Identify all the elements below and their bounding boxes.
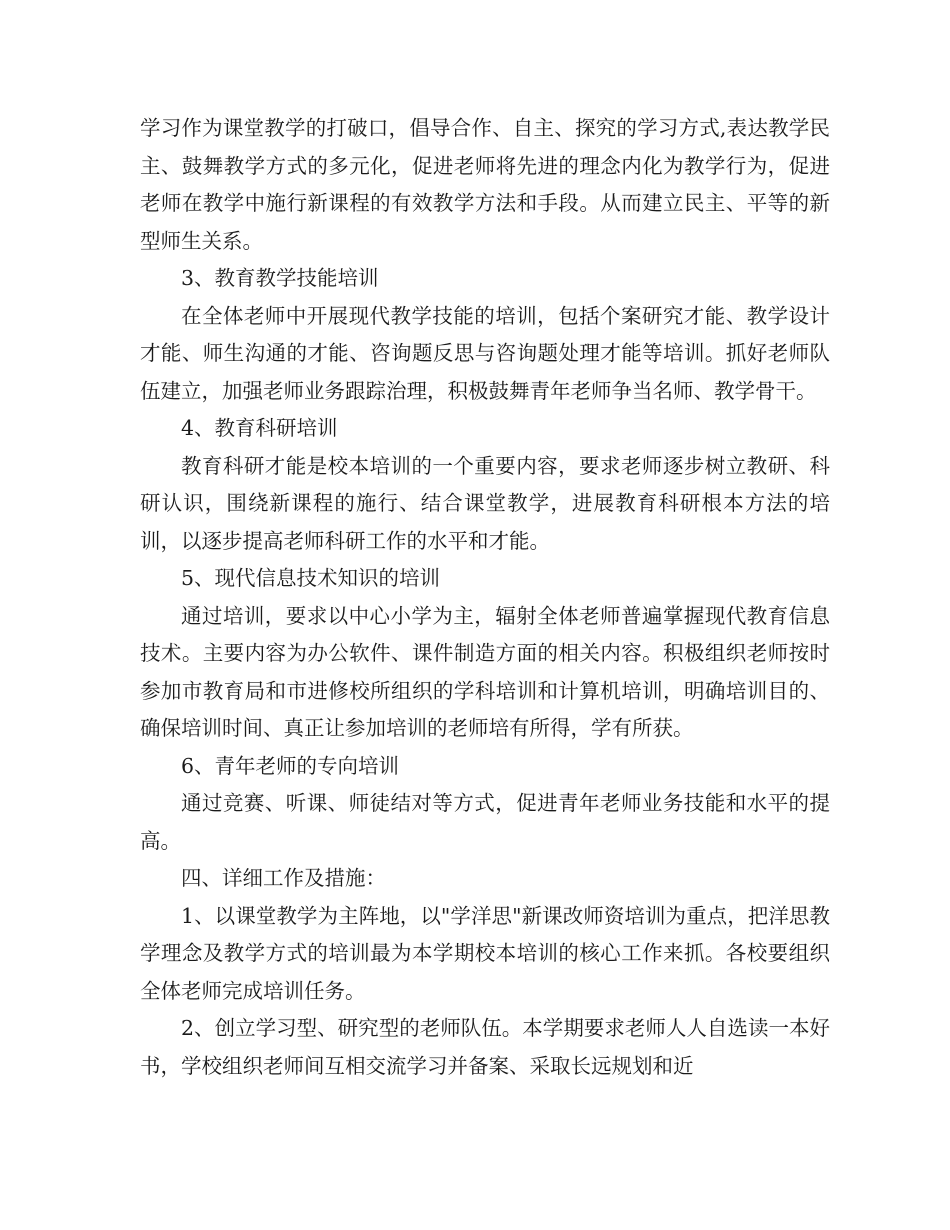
paragraph-young-teacher: 通过竞赛、听课、师徒结对等方式，促进青年老师业务技能和水平的提高。 [140, 791, 830, 853]
paragraph-teaching-skills: 在全体老师中开展现代教学技能的培训，包括个案研究才能、教学设计才能、师生沟通的才能、咨询题反思与咨询题处理才能等培训。抓好老师队伍建立，加强老师业务跟踪治理，积极鼓舞青年老师争当名师、教学骨干。 [140, 303, 830, 403]
heading-it-training: 5、现代信息技术知识的培训 [181, 566, 441, 590]
heading-research-training: 4、教育科研培训 [181, 416, 338, 440]
paragraph-measure-2: 2、创立学习型、研究型的老师队伍。本学期要求老师人人自选读一本好书，学校组织老师间互相交流学习并备案、采取长远规划和近 [140, 1016, 830, 1078]
paragraph-it: 通过培训，要求以中心小学为主，辐射全体老师普遍掌握现代教育信息技术。主要内容为办公软件、课件制造方面的相关内容。积极组织老师按时参加市教育局和市进修校所组织的学科培训和计算机培训，明确培训目的、确保培训时间、真正让参加培训的老师培有所得，学有所获。 [140, 603, 830, 740]
document-body [140, 110, 830, 1085]
paragraph-measure-1: 1、以课堂教学为主阵地，以"学洋思"新课改师资培训为重点，把洋思教学理念及教学方式的培训最为本学期校本培训的核心工作来抓。各校要组织全体老师完成培训任务。 [140, 903, 830, 1003]
paragraph-research: 教育科研才能是校本培训的一个重要内容，要求老师逐步树立教研、科研认识，围绕新课程的施行、结合课堂教学，进展教育科研根本方法的培训，以逐步提高老师科研工作的水平和才能。 [140, 453, 830, 553]
heading-teaching-skills-training: 3、教育教学技能培训 [181, 266, 379, 290]
heading-young-teacher-training: 6、青年老师的专向培训 [181, 753, 400, 778]
paragraph-continuation: 学习作为课堂教学的打破口，倡导合作、自主、探究的学习方式,表达教学民主、鼓舞教学方式的多元化，促进老师将先进的理念内化为教学行为，促进老师在教学中施行新课程的有效教学方法和手段。从而建立民主、平等的新型师生关系。 [140, 116, 830, 253]
heading-work-measures: 四、详细工作及措施： [181, 866, 386, 890]
